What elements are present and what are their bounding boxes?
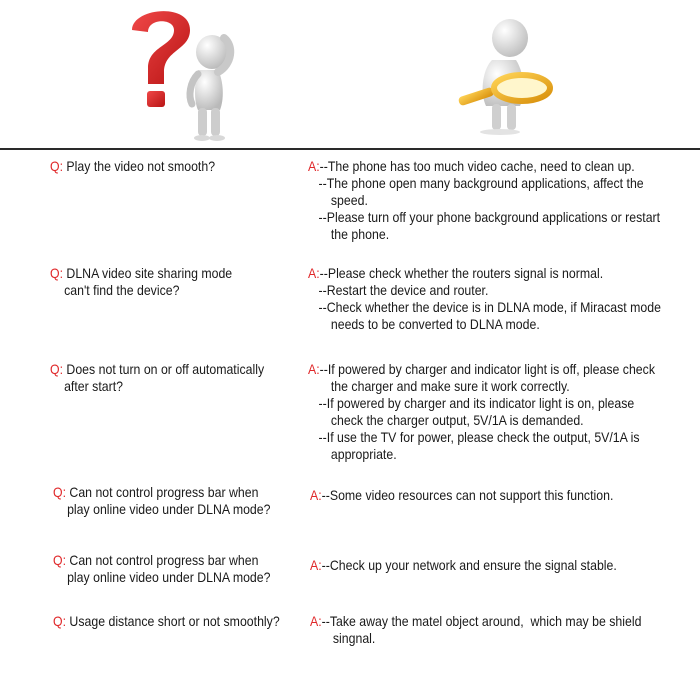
- question-mark-icon: [132, 11, 190, 107]
- answer-line: --Please check whether the routers signal is normal.: [319, 265, 604, 281]
- answer-line: the phone.: [330, 226, 390, 242]
- answer-label: A:: [308, 361, 320, 377]
- question-text: Usage distance short or not smoothly?: [69, 613, 280, 629]
- answer-label: A:: [310, 613, 322, 629]
- question-text: after start?: [64, 378, 123, 394]
- header-banner: [0, 0, 700, 148]
- answer-line: --If use the TV for power, please check the output, 5V/1A is: [318, 429, 640, 445]
- answer-line: appropriate.: [330, 446, 397, 462]
- question-label: Q:: [50, 361, 64, 377]
- answer-line: the charger and make sure it work correctly.: [330, 378, 570, 394]
- answer-label: A:: [310, 487, 322, 503]
- answer-line: --If powered by charger and its indicator light is on, please: [318, 395, 635, 411]
- answer-line: --If powered by charger and indicator light is off, please check: [319, 361, 655, 377]
- answer-line: check the charger output, 5V/1A is demanded.: [330, 412, 584, 428]
- answer-line: needs to be converted to DLNA mode.: [330, 316, 540, 332]
- question-text: play online video under DLNA mode?: [67, 569, 271, 585]
- answer-line: --The phone open many background applications, affect the: [318, 175, 644, 191]
- answer-line: --Some video resources can not support this function.: [321, 487, 614, 503]
- answer-label: A:: [308, 158, 320, 174]
- answer-line: singnal.: [332, 630, 376, 646]
- question-text: play online video under DLNA mode?: [67, 501, 271, 517]
- answer-line: --Check whether the device is in DLNA mode, if Miracast mode: [318, 299, 661, 315]
- faq-question-4: [53, 484, 270, 518]
- answer-line: --Restart the device and router.: [318, 282, 489, 298]
- faq-answer-6: [310, 613, 641, 647]
- answer-label: A:: [308, 265, 320, 281]
- question-text: DLNA video site sharing mode: [66, 265, 233, 281]
- magnifier-person-figure: [452, 8, 556, 136]
- question-text: Can not control progress bar when: [69, 484, 259, 500]
- faq-answer-3: [308, 361, 655, 463]
- faq-answer-2: [308, 265, 661, 333]
- header-divider: [0, 148, 700, 150]
- question-label: Q:: [53, 613, 67, 629]
- question-label: Q:: [50, 158, 64, 174]
- faq-question-1: [50, 158, 215, 175]
- faq-question-5: [53, 552, 270, 586]
- question-text: Play the video not smooth?: [66, 158, 216, 174]
- question-text: Does not turn on or off automatically: [66, 361, 265, 377]
- faq-question-6: [53, 613, 280, 630]
- faq-answer-1: [308, 158, 660, 243]
- answer-line: --Please turn off your phone background applications or restart: [318, 209, 661, 225]
- answer-line: --Take away the matel object around, which may be shield: [321, 613, 642, 629]
- question-text: Can not control progress bar when: [69, 552, 259, 568]
- answer-label: A:: [310, 557, 322, 573]
- question-label: Q:: [53, 552, 67, 568]
- question-label: Q:: [53, 484, 67, 500]
- faq-answer-4: [310, 487, 613, 504]
- answer-line: --Check up your network and ensure the signal stable.: [321, 557, 617, 573]
- faq-answer-5: [310, 557, 617, 574]
- question-label: Q:: [50, 265, 64, 281]
- answer-line: speed.: [330, 192, 368, 208]
- faq-question-2: [50, 265, 232, 299]
- faq-question-3: [50, 361, 264, 395]
- question-text: can't find the device?: [64, 282, 180, 298]
- question-person-figure: [118, 2, 242, 142]
- answer-line: --The phone has too much video cache, need to clean up.: [319, 158, 635, 174]
